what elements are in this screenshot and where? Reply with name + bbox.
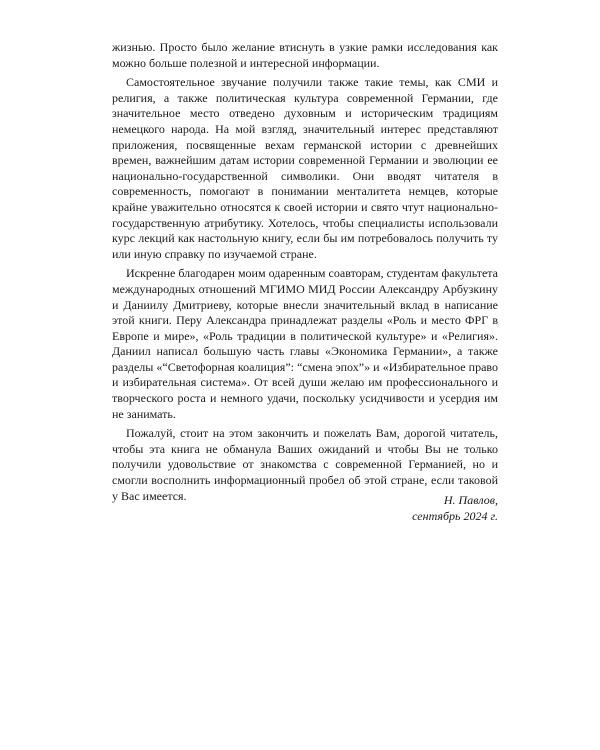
paragraph-closing: Пожалуй, стоит на этом закончить и пожелать Вам, дорогой читатель, чтобы эта книга не обманула Ваших ожиданий и чтобы Вы не только получили удовольствие от знакомства с современной Германией, но и смогли восполнить информационный пробел об этой стране, если таковой у Вас имеется. — [112, 426, 498, 503]
signature-date: сентябрь 2024 г. — [412, 508, 498, 523]
paragraph-topics: Самостоятельное звучание получили также такие темы, как СМИ и религия, а также политическая культура современной Германии, где значительное место отведено духовным и историческим традициям немецкого народа. На мой взгляд, значительный интерес представляют приложения, посвященные вехам германской истории с древнейших времен, важнейшим датам истории современной Германии и эволюции ее национально-государственной символики. Они вводят читателя в современность, помогают в понимании менталитета немцев, которые крайне уважительно относятся к своей истории и свято чтут национально-государственную атрибутику. Хотелось, чтобы специалисты использовали курс лекций как настольную книгу, если бы им потребовалось получить ту или иную справку по изучаемой стране. — [112, 75, 498, 261]
author-signature — [412, 493, 498, 524]
signature-author: Н. Павлов, — [443, 493, 498, 507]
paragraph-acknowledgements: Искренне благодарен моим одаренным соавторам, студентам факультета международных отношений МГИМО МИД России Александру Арбузкину и Даниилу Дмитриеву, которые внесли значительный вклад в написание этой книги. Перу Александра принадлежат разделы «Роль и место ФРГ в Европе и мире», «Роль традиции в политической культуре» и «Религия». Даниил написал большую часть главы «Экономика Германии», а также разделы «“Светофорная коалиция”: “смена эпох”» и «Избирательное право и избирательная система». От всей души желаю им профессионального и творческого роста и немного удачи, поскольку усидчивости и усердия им не занимать. — [112, 266, 498, 421]
body-text — [112, 40, 498, 508]
paragraph-continuation: жизнью. Просто было желание втиснуть в узкие рамки исследования как можно больше полезной и интересной информации. — [112, 40, 498, 70]
